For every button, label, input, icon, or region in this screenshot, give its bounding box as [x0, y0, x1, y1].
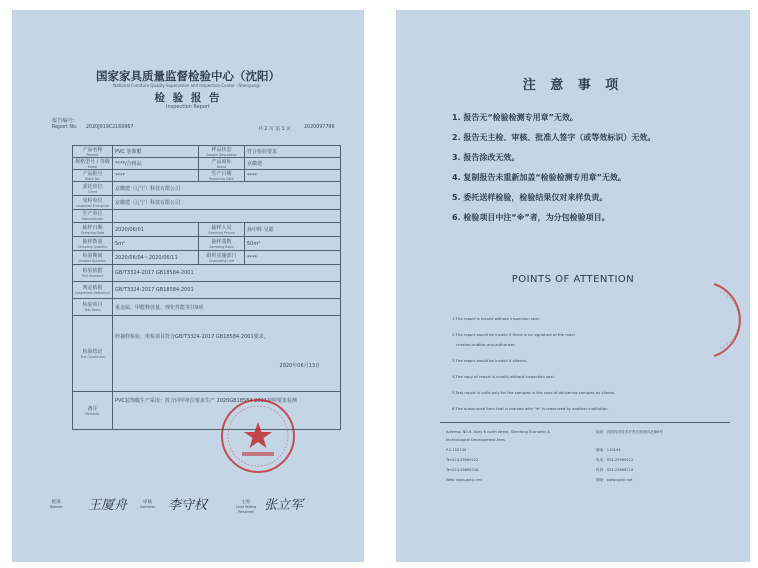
poa-item: checker,auditor,and,authoriser.	[456, 342, 516, 347]
manufacturer-value	[113, 210, 341, 223]
sample-state-label: 样品状态 Sample Description	[199, 146, 245, 158]
footer-tel-en: Tel:024-25969222	[446, 458, 479, 462]
sampling-base-value: 50m²	[245, 237, 341, 251]
client-label: 委托单位 Client	[73, 182, 113, 196]
test-items-value: 重金属、甲醛释放量、理化性能等共9项	[113, 299, 341, 316]
footer-tel-cn: 电话：024-25969222	[596, 458, 634, 462]
test-standard-value: GB/T3324-2017 GB18584-2001	[113, 265, 341, 282]
model-label: 规格型号 / 等级 Model	[73, 158, 113, 170]
judgment-reference-label: 判定依据 Judgement Reference	[73, 282, 113, 299]
report-no-value: 2020J019C2169967	[86, 125, 134, 130]
organizing-unit-value: ****	[245, 251, 341, 265]
report-title-en: Inspection Report	[166, 104, 210, 110]
product-name-label: 产品名称 Product	[73, 146, 113, 158]
judgment-reference-value: GB/T3324-2017 GB18584-2001	[113, 282, 341, 299]
notice-title: 注 意 事 项	[522, 78, 624, 93]
batcher-signature: 王厦舟	[88, 498, 128, 513]
poa-item: 1.The report is invalid without inspection seal.	[452, 316, 540, 321]
test-items-label: 检验项目 Test Items	[73, 299, 113, 316]
corrector-signature: 李守权	[168, 498, 208, 513]
brand-value: 京徽建	[245, 158, 341, 170]
footer-postcode-en: P.C:110144	[446, 448, 467, 452]
footer-address-cn: 地址：沈阳经济技术开发区细河四北街6号	[596, 430, 663, 434]
center-name-en: National Furniture Quality Supervision and Inspection Center（Shenyang）	[113, 83, 263, 88]
footer-fax-en: Tel:024-25696718	[446, 468, 479, 472]
batch-label: 产品批号 Batch No.	[73, 170, 113, 182]
conclusion-cell	[113, 316, 341, 392]
product-name-value: PVC 装饰膜	[113, 146, 199, 158]
production-date-value: ****	[245, 170, 341, 182]
inspection-period-value: 2020/06/04～2020/06/11	[113, 251, 199, 265]
footer-web-cn: 网址：www.qzcjc.net	[596, 478, 633, 482]
client-value: 京徽建（辽宁）科技有限公司	[113, 182, 341, 196]
poa-item: 3.The report would be invalid if altered.	[452, 358, 528, 363]
corrector-label: 审核 Corrector	[140, 500, 155, 509]
notice-item: 6. 检验项目中注“※”者，为分包检验项目。	[452, 213, 610, 222]
manufacturer-label: 生产单位 Manufacturer	[73, 210, 113, 223]
notice-item: 1. 报告无“检验检测专用章”无效。	[452, 113, 578, 122]
issue-date: 2020年06月13日	[279, 363, 320, 369]
partial-seal-stamp	[712, 280, 750, 360]
center-name-cn: 国家家具质量监督检验中心（沈阳）	[96, 69, 280, 83]
batcher-label: 批准 Batcher	[50, 500, 63, 509]
notice-item: 4. 复制报告未重新加盖“检验检测专用章”无效。	[452, 173, 626, 182]
testing-label: 主检 Chief Testing Personnel	[235, 500, 257, 514]
poa-item: 6.The outsourced item that is marked with "※" is measured by another institution.	[452, 406, 609, 411]
notice-item: 3. 报告涂改无效。	[452, 153, 520, 162]
report-no-label: 报告编号：	[52, 118, 78, 124]
notice-item: 5. 委托送样检验，检验结果仅对来样负责。	[452, 193, 608, 202]
sampling-person-value: 孙中辉 吴聪	[245, 223, 341, 237]
sampling-qty-label: 抽样数量 Sampling Quantity	[73, 237, 113, 251]
organizing-unit-label: 组织实施部门 Organizing Unit	[199, 251, 245, 265]
testing-signature: 张立军	[264, 498, 304, 513]
sampling-date-label: 抽样日期 Sampling Date	[73, 223, 113, 237]
report-table	[72, 145, 341, 430]
sampling-date-value: 2020/06/01	[113, 223, 199, 237]
footer-postcode-cn: 邮编：110144	[596, 448, 621, 452]
attention-notice-page	[396, 10, 750, 562]
page-info: 共 2 页 第 1 页	[258, 127, 291, 132]
inspected-enterprise-value: 京徽建（辽宁）科技有限公司	[113, 196, 341, 210]
footer-fax-cn: 传真：024-25696718	[596, 468, 634, 472]
footer-address-en: Address: NO.6, Alley 6 north street, Shenfang Economic &	[446, 430, 551, 434]
remarks-value: PVC装饰膜生产采用：按合同甲单位要求生产 2020GB18584-2001按照要求检测	[113, 392, 341, 430]
sampling-qty-value: 5m²	[113, 237, 199, 251]
notice-item: 2. 报告无主检、审核、批准人签字（或等效标识）无效。	[452, 133, 656, 142]
inspected-enterprise-label: 受检单位 Inspected Enterprise	[73, 196, 113, 210]
conclusion-label: 检验结论 Test Conclusion	[73, 316, 113, 392]
test-standard-label: 检验依据 Test Standard	[73, 265, 113, 282]
batch-value: ****	[113, 170, 199, 182]
poa-item: 5.Test report is valid only for the samples in the case of delivering samples by clients.	[452, 390, 616, 395]
brand-label: 产品商标 Brand	[199, 158, 245, 170]
poa-item: 2.The report would be invalid if there is no signature of the main	[452, 332, 575, 337]
report-title-cn: 检 验 报 告	[154, 92, 222, 104]
footer-address-en: technological Development Area	[446, 438, 505, 442]
page-code: 2020097796	[304, 125, 335, 130]
sampling-person-label: 抽样人员 Sampling Person	[199, 223, 245, 237]
production-date-label: 生产日期 Producing Date	[199, 170, 245, 182]
report-no-label-en: Report No.	[52, 125, 78, 130]
remarks-label: 备注 Remarks	[73, 392, 113, 430]
footer-web-en: Web: www.qzcjc.net	[446, 478, 482, 482]
poa-item: 4.The copy of report is invalid without inspection seal.	[452, 374, 555, 379]
model-value: ****/合格品	[113, 158, 199, 170]
footer-divider	[440, 422, 730, 423]
sample-state-value: 符合检验要求	[245, 146, 341, 158]
inspection-seal-stamp	[218, 396, 298, 476]
conclusion-value: 经抽样检验，所检项目符合GB/T3324-2017 GB18584-2001要求。	[115, 334, 269, 340]
sampling-base-label: 抽样基数 Sampling Basis	[199, 237, 245, 251]
inspection-report-page	[12, 10, 364, 562]
inspection-period-label: 检验期间 Inspect Duration	[73, 251, 113, 265]
points-of-attention-title: POINTS OF ATTENTION	[511, 274, 635, 285]
